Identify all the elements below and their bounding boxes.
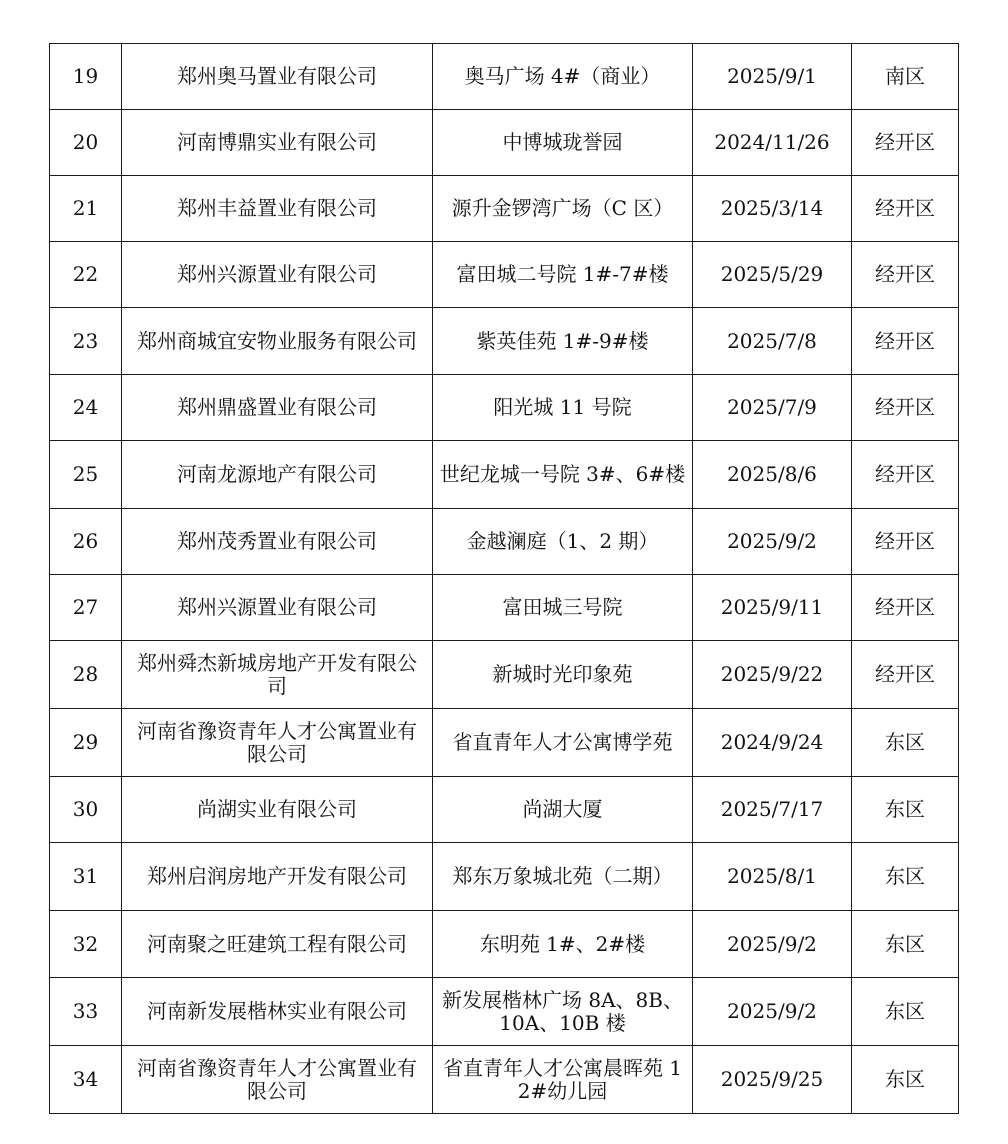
cell-date: 2025/9/25 (693, 1046, 852, 1114)
table-row (50, 843, 959, 911)
table-row (50, 575, 959, 641)
cell-number: 24 (50, 375, 122, 441)
cell-project: 新发展楷林广场 8A、8B、10A、10B 楼 (433, 978, 693, 1046)
cell-number: 33 (50, 978, 122, 1046)
cell-project: 尚湖大厦 (433, 777, 693, 843)
cell-date: 2024/11/26 (693, 110, 852, 176)
cell-number: 26 (50, 509, 122, 575)
cell-project: 省直青年人才公寓博学苑 (433, 709, 693, 777)
cell-number: 31 (50, 843, 122, 911)
cell-number: 34 (50, 1046, 122, 1114)
cell-area: 经开区 (852, 110, 959, 176)
cell-number: 21 (50, 176, 122, 242)
cell-area: 经开区 (852, 242, 959, 308)
cell-date: 2025/9/11 (693, 575, 852, 641)
cell-project: 郑东万象城北苑（二期） (433, 843, 693, 911)
cell-area: 南区 (852, 44, 959, 110)
cell-company: 郑州商城宜安物业服务有限公司 (122, 308, 433, 375)
cell-project: 新城时光印象苑 (433, 641, 693, 709)
cell-date: 2024/9/24 (693, 709, 852, 777)
cell-area: 经开区 (852, 641, 959, 709)
table-row (50, 978, 959, 1046)
cell-area: 经开区 (852, 509, 959, 575)
cell-number: 30 (50, 777, 122, 843)
cell-company: 郑州兴源置业有限公司 (122, 575, 433, 641)
cell-project: 紫英佳苑 1#-9#楼 (433, 308, 693, 375)
cell-project: 富田城二号院 1#-7#楼 (433, 242, 693, 308)
cell-project: 阳光城 11 号院 (433, 375, 693, 441)
cell-area: 经开区 (852, 375, 959, 441)
table-row (50, 641, 959, 709)
cell-project: 中博城珑誉园 (433, 110, 693, 176)
cell-date: 2025/9/22 (693, 641, 852, 709)
cell-date: 2025/7/9 (693, 375, 852, 441)
cell-project: 东明苑 1#、2#楼 (433, 911, 693, 978)
table-row (50, 777, 959, 843)
cell-area: 东区 (852, 1046, 959, 1114)
table-row (50, 441, 959, 509)
cell-area: 东区 (852, 709, 959, 777)
cell-date: 2025/8/6 (693, 441, 852, 509)
cell-number: 29 (50, 709, 122, 777)
table-row (50, 709, 959, 777)
cell-company: 郑州启润房地产开发有限公司 (122, 843, 433, 911)
cell-date: 2025/3/14 (693, 176, 852, 242)
cell-project: 源升金锣湾广场（C 区） (433, 176, 693, 242)
table-row (50, 375, 959, 441)
cell-company: 郑州茂秀置业有限公司 (122, 509, 433, 575)
cell-area: 经开区 (852, 441, 959, 509)
cell-number: 20 (50, 110, 122, 176)
cell-project: 金越澜庭（1、2 期） (433, 509, 693, 575)
cell-date: 2025/9/2 (693, 911, 852, 978)
table-row (50, 911, 959, 978)
cell-area: 东区 (852, 911, 959, 978)
cell-company: 河南博鼎实业有限公司 (122, 110, 433, 176)
cell-area: 东区 (852, 843, 959, 911)
cell-company: 郑州丰益置业有限公司 (122, 176, 433, 242)
cell-number: 23 (50, 308, 122, 375)
cell-area: 经开区 (852, 176, 959, 242)
cell-number: 19 (50, 44, 122, 110)
cell-area: 经开区 (852, 575, 959, 641)
cell-date: 2025/7/17 (693, 777, 852, 843)
cell-company: 河南省豫资青年人才公寓置业有限公司 (122, 1046, 433, 1114)
cell-company: 河南新发展楷林实业有限公司 (122, 978, 433, 1046)
table-row (50, 1046, 959, 1114)
cell-company: 河南省豫资青年人才公寓置业有限公司 (122, 709, 433, 777)
project-table-body (50, 44, 959, 1114)
table-row (50, 44, 959, 110)
cell-number: 25 (50, 441, 122, 509)
cell-date: 2025/7/8 (693, 308, 852, 375)
cell-company: 郑州鼎盛置业有限公司 (122, 375, 433, 441)
cell-company: 郑州兴源置业有限公司 (122, 242, 433, 308)
table-row (50, 110, 959, 176)
cell-number: 32 (50, 911, 122, 978)
cell-company: 郑州奥马置业有限公司 (122, 44, 433, 110)
cell-date: 2025/9/1 (693, 44, 852, 110)
cell-date: 2025/5/29 (693, 242, 852, 308)
cell-number: 27 (50, 575, 122, 641)
table-row (50, 509, 959, 575)
cell-project: 省直青年人才公寓晨晖苑 12#幼儿园 (433, 1046, 693, 1114)
cell-date: 2025/8/1 (693, 843, 852, 911)
table-row (50, 308, 959, 375)
cell-project: 世纪龙城一号院 3#、6#楼 (433, 441, 693, 509)
cell-project: 富田城三号院 (433, 575, 693, 641)
cell-area: 东区 (852, 777, 959, 843)
cell-number: 22 (50, 242, 122, 308)
cell-date: 2025/9/2 (693, 978, 852, 1046)
cell-company: 尚湖实业有限公司 (122, 777, 433, 843)
cell-area: 东区 (852, 978, 959, 1046)
cell-number: 28 (50, 641, 122, 709)
cell-company: 河南龙源地产有限公司 (122, 441, 433, 509)
table-row (50, 176, 959, 242)
cell-project: 奥马广场 4#（商业） (433, 44, 693, 110)
cell-date: 2025/9/2 (693, 509, 852, 575)
project-table (49, 43, 959, 1114)
table-row (50, 242, 959, 308)
cell-company: 郑州舜杰新城房地产开发有限公司 (122, 641, 433, 709)
cell-company: 河南聚之旺建筑工程有限公司 (122, 911, 433, 978)
cell-area: 经开区 (852, 308, 959, 375)
